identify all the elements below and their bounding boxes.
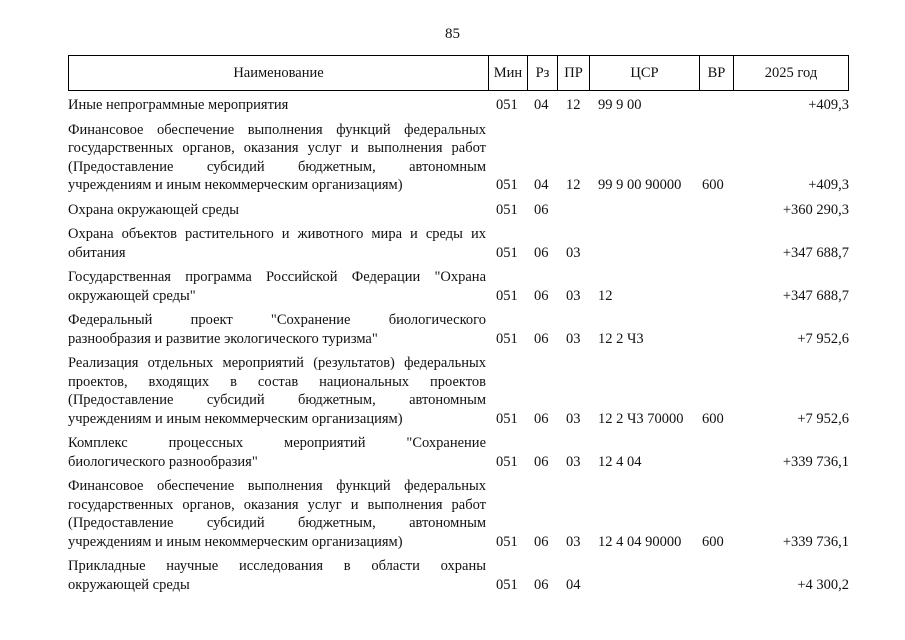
table-row <box>68 121 849 195</box>
row-pr: 03 <box>566 533 581 550</box>
row-csr: 12 4 04 90000 <box>598 533 682 550</box>
row-rz: 06 <box>534 244 549 261</box>
row-rz: 06 <box>534 576 549 593</box>
row-name-line: Охрана объектов растительного и животного мира и среды их <box>68 226 486 242</box>
table-row <box>68 225 849 262</box>
row-min: 051 <box>496 576 518 593</box>
header-csr: ЦСР <box>590 56 700 90</box>
row-name-line: Охрана окружающей среды <box>68 201 239 218</box>
row-amount: +409,3 <box>808 177 849 193</box>
row-min: 051 <box>496 330 518 347</box>
row-name <box>68 434 486 471</box>
row-name-line: биологического разнообразия" <box>68 453 258 470</box>
row-name-line: государственных органов, оказания услуг и выполнения работ <box>68 140 486 156</box>
row-rz: 04 <box>534 97 549 113</box>
row-name-line: разнообразия и развитие экологического туризма" <box>68 330 378 347</box>
row-pr: 12 <box>566 97 581 113</box>
row-name-line: учреждениям и иным некоммерческим организациям) <box>68 533 403 550</box>
row-pr: 12 <box>566 177 581 193</box>
table-row <box>68 354 849 428</box>
row-name-line: обитания <box>68 244 126 261</box>
row-name <box>68 311 486 348</box>
row-name-line: учреждениям и иным некоммерческим организациям) <box>68 410 403 427</box>
row-name-line: Государственная программа Российской Федерации "Охрана <box>68 269 486 285</box>
row-pr: 03 <box>566 287 581 304</box>
table-row <box>68 96 849 115</box>
row-name <box>68 268 486 305</box>
row-csr: 12 <box>598 287 613 304</box>
row-name <box>68 96 486 115</box>
row-rz: 06 <box>534 201 549 218</box>
row-min: 051 <box>496 97 518 113</box>
row-min: 051 <box>496 533 518 550</box>
row-name-line: (Предоставление субсидий бюджетным, автономным <box>68 515 486 531</box>
row-rz: 06 <box>534 287 549 304</box>
row-amount: +4 300,2 <box>797 576 849 593</box>
row-name-line: (Предоставление субсидий бюджетным, автономным <box>68 158 486 175</box>
table-row <box>68 201 849 220</box>
row-name-line: (Предоставление субсидий бюджетным, автономным <box>68 392 486 408</box>
table-row <box>68 268 849 305</box>
row-min: 051 <box>496 177 518 193</box>
table-row <box>68 557 849 594</box>
row-rz: 06 <box>534 453 549 470</box>
table-row <box>68 311 849 348</box>
row-rz: 06 <box>534 533 549 550</box>
row-name-line: Иные непрограммные мероприятия <box>68 97 289 113</box>
row-name-line: Реализация отдельных мероприятий (результатов) федеральных <box>68 355 486 371</box>
table-body <box>68 96 849 600</box>
row-min: 051 <box>496 244 518 261</box>
row-rz: 06 <box>534 410 549 427</box>
row-name <box>68 557 486 594</box>
header-min: Мин <box>489 56 528 90</box>
row-name-line: Комплекс процессных мероприятий "Сохранение <box>68 435 486 451</box>
row-csr: 99 9 00 <box>598 97 642 113</box>
header-pr: ПР <box>558 56 590 90</box>
row-name-line: Финансовое обеспечение выполнения функций федеральных <box>68 478 486 494</box>
page-number: 85 <box>445 26 460 42</box>
row-name-line: Прикладные научные исследования в области охраны <box>68 558 486 574</box>
row-amount: +347 688,7 <box>782 287 849 304</box>
row-csr: 12 2 Ч3 <box>598 330 644 347</box>
row-amount: +7 952,6 <box>797 410 849 427</box>
header-year: 2025 год <box>764 65 818 81</box>
row-pr: 03 <box>566 410 581 427</box>
row-name <box>68 121 486 195</box>
table-row <box>68 434 849 471</box>
row-name <box>68 477 486 551</box>
row-pr: 04 <box>566 576 581 593</box>
row-pr: 03 <box>566 330 581 347</box>
row-min: 051 <box>496 410 518 427</box>
row-vr: 600 <box>702 410 724 427</box>
row-amount: +409,3 <box>808 97 849 113</box>
row-amount: +339 736,1 <box>782 453 849 470</box>
row-amount: +347 688,7 <box>782 244 849 261</box>
row-amount: +7 952,6 <box>797 330 849 347</box>
row-min: 051 <box>496 287 518 304</box>
row-name-line: государственных органов, оказания услуг и выполнения работ <box>68 496 486 513</box>
row-pr: 03 <box>566 453 581 470</box>
row-min: 051 <box>496 201 518 218</box>
row-name <box>68 354 486 428</box>
row-rz: 06 <box>534 330 549 347</box>
row-name-line: учреждениям и иным некоммерческим организациям) <box>68 177 403 193</box>
row-pr: 03 <box>566 244 581 261</box>
row-csr: 12 2 Ч3 70000 <box>598 410 684 427</box>
header-vr: ВР <box>700 56 734 90</box>
row-rz: 04 <box>534 177 549 193</box>
row-csr: 12 4 04 <box>598 453 642 470</box>
row-vr: 600 <box>702 533 724 550</box>
table-header <box>68 55 849 91</box>
row-name-line: Финансовое обеспечение выполнения функций федеральных <box>68 121 486 138</box>
table-row <box>68 477 849 551</box>
header-name: Наименование <box>69 56 489 90</box>
row-amount: +339 736,1 <box>782 533 849 550</box>
row-name-line: Федеральный проект "Сохранение биологического <box>68 312 486 328</box>
row-amount: +360 290,3 <box>782 201 849 218</box>
row-name-line: окружающей среды <box>68 576 190 593</box>
row-name <box>68 225 486 262</box>
row-name-line: проектов, входящих в состав национальных проектов <box>68 373 486 390</box>
row-min: 051 <box>496 453 518 470</box>
row-name <box>68 201 486 220</box>
row-vr: 600 <box>702 177 724 193</box>
row-csr: 99 9 00 90000 <box>598 177 682 193</box>
row-name-line: окружающей среды" <box>68 287 196 304</box>
header-rz: Рз <box>528 56 558 90</box>
